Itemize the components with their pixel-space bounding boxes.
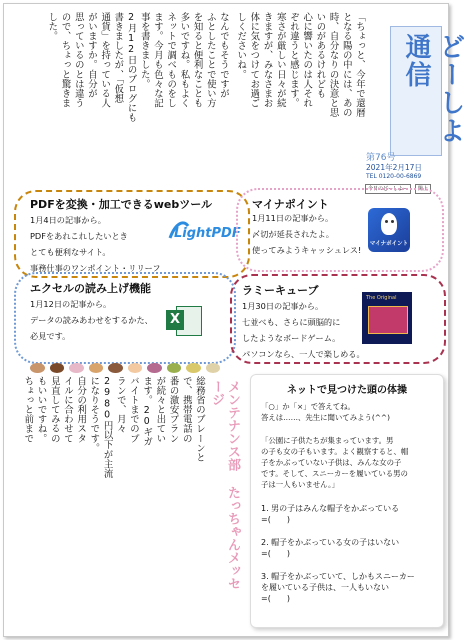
candy-bead-icon (108, 363, 123, 373)
article-line: 1月4日の記事から。 (30, 215, 106, 225)
bottom-col: ちょっと前まで (22, 376, 34, 444)
article-line: とても便利なサイト。 (30, 247, 111, 257)
quiz-problem-line: 子をかぶっていない子供は、みんな女の子 (261, 458, 402, 467)
issue-info (366, 154, 444, 181)
intro-col: いのがあるけれども (314, 12, 326, 99)
left-col: がいますか。自分が (85, 12, 97, 99)
quiz-problem-line: 「公園に子供たちが集まっています。男 (261, 436, 394, 445)
mynapoint-mascot-icon (368, 208, 410, 252)
bottom-col: バイトまでのプ (127, 376, 139, 444)
quiz-title: ネットで見つけた頭の体操 (287, 385, 407, 396)
intro-col: ぞれ違うと感じます。 (287, 12, 299, 108)
bottom-col: 2980円以下が主流 (101, 376, 113, 479)
article-line: PDFをあれこれしたいとき (30, 231, 128, 241)
question-text: を履いている子供は、一人もいない (261, 583, 389, 592)
question-text: 2. 帽子をかぶっている女の子はいない (261, 538, 400, 547)
bead-decoration-row (30, 361, 220, 375)
article-line: 七並べも、さらに頭脳的に (242, 317, 341, 327)
quiz-problem (261, 435, 437, 490)
intro-col: しくださいね。 (235, 12, 247, 80)
masthead-title-box (390, 26, 465, 156)
article-line: 必見です。 (30, 331, 71, 341)
answer-blank[interactable]: =( ) (261, 549, 290, 558)
quiz-intro-line: 「○」か「×」で答えてね。 (261, 402, 355, 411)
excel-icon-letter: X (166, 310, 184, 330)
quiz-problem-line: の子も女の子もいます。よく観察すると、帽 (261, 447, 409, 456)
quiz-problem-line: です。そして、スニーカーを履いている男の (261, 469, 408, 478)
left-col: なんでもそうですが (218, 12, 229, 99)
candy-bead-icon (89, 363, 104, 373)
article-title: ラミーキューブ (242, 284, 319, 297)
quiz-intro-line: 答えは……、先生に聞いてみよう(^^) (261, 413, 391, 422)
bottom-col: 総務省のブレーンと (194, 376, 205, 463)
article-line: データの読みあわせをするかた、 (30, 315, 153, 325)
article-line: パソコンなら、一人で楽しめる。 (242, 349, 365, 359)
article-line: 1月12日の記事から。 (30, 299, 112, 309)
maintenance-title-text: メンテナンス部 たっちゃんメッセージ (209, 380, 240, 590)
intro-col: となる陽の中には、あの (340, 12, 352, 118)
article-title: マイナポイント (252, 198, 329, 211)
candy-bead-icon (206, 363, 221, 373)
intro-col: 時、自分なりの決意と思 (327, 12, 339, 118)
candy-bead-icon (69, 363, 84, 373)
article-excel[interactable] (14, 272, 236, 364)
bottom-col: で、携帯電話の (180, 376, 192, 444)
left-col: 思っているのとは違う (72, 12, 84, 108)
left-text-block (10, 12, 230, 188)
bottom-col: 見直してみるの (48, 376, 60, 444)
issue-date: 2021年2月17日 (366, 163, 422, 172)
article-line: 1月30日の記事から。 (242, 301, 324, 311)
candy-bead-icon (30, 363, 45, 373)
left-col: した。 (46, 12, 58, 41)
bottom-col: イルに合わせて (61, 376, 73, 444)
quiz-problem-line: 子は一人もいません。」 (261, 480, 340, 489)
bottom-col: ます。20ギガ (141, 376, 153, 447)
left-col: ので、ちょっと驚きま (59, 12, 71, 108)
quiz-question-1[interactable] (261, 503, 437, 525)
article-rummikub[interactable] (230, 274, 446, 364)
rummikub-box-label: The Original (366, 295, 397, 301)
left-col: ふとしたことで使い方 (204, 12, 216, 108)
intro-col: きますが、みなさまお (261, 12, 273, 108)
article-title: PDFを変換・加工できるwebツール (30, 198, 212, 211)
article-body (30, 212, 180, 276)
quiz-intro (261, 401, 437, 423)
bottom-col: ランで、月々 (114, 376, 126, 434)
intro-col: 心に響いたのは人それ (301, 12, 313, 108)
candy-bead-icon (128, 363, 143, 373)
tag-author: 陽上 (415, 184, 431, 194)
rummikub-box-icon (362, 292, 412, 344)
article-title: エクセルの読み上げ機能 (30, 282, 151, 295)
left-col: ます。今月も色々な記 (151, 12, 163, 108)
left-col: を知ると便利なことも (191, 12, 203, 108)
left-col: 多いですね。私もよく (178, 12, 190, 108)
masthead-title: どーしよ通信 (401, 33, 465, 145)
bottom-left-text-block (10, 376, 206, 628)
tag-today: 今日のどーしよー (365, 184, 411, 194)
issue-number: 第76号 (366, 153, 396, 163)
article-body (30, 296, 180, 344)
lightpdf-logo-label: LightPDF (174, 226, 241, 241)
candy-bead-icon (186, 363, 201, 373)
article-line: 1月11日の記事から。 (252, 213, 334, 223)
article-body (252, 210, 382, 258)
answer-blank[interactable]: =( ) (261, 515, 290, 524)
intro-col: 体に気をつけてお過ご (248, 12, 260, 108)
left-col: 事を書きました。 (138, 12, 150, 89)
bottom-col: になりそうです。 (88, 376, 100, 453)
brain-teaser-box (250, 374, 444, 628)
bottom-col: 自分の利用スタ (75, 376, 87, 444)
bottom-col: もいいですね。 (35, 376, 47, 444)
quiz-question-3[interactable] (261, 571, 437, 604)
newsletter-page (3, 3, 465, 637)
quiz-question-2[interactable] (261, 537, 437, 559)
article-line: 〆切が延長されたよ。 (252, 229, 334, 239)
excel-icon (166, 304, 202, 336)
maintenance-message-title (208, 380, 248, 600)
left-col: 書きましたが、「仮想 (112, 12, 124, 104)
candy-bead-icon (167, 363, 182, 373)
bottom-col: が続々と出てい (154, 376, 166, 444)
lightpdf-logo-icon (166, 216, 241, 246)
article-pdf[interactable] (14, 190, 250, 278)
answer-blank[interactable]: =( ) (261, 594, 290, 603)
left-col: ネットで調べものをし (165, 12, 177, 108)
candy-bead-icon (50, 363, 65, 373)
question-text: 3. 帽子をかぶっていて、しかもスニーカー (261, 572, 415, 581)
left-col: 通貨」を持っている人 (99, 12, 111, 108)
bottom-col: 番の激安プラン (167, 376, 179, 444)
question-text: 1. 男の子はみんな帽子をかぶっている (261, 504, 400, 513)
article-mynapoint[interactable] (236, 188, 444, 272)
intro-text-block (232, 12, 366, 182)
left-col: 2月12日のブログにも (125, 12, 137, 123)
article-line: したようなボードゲーム。 (242, 333, 341, 343)
candy-bead-icon (147, 363, 162, 373)
article-line: 使ってみようキャッシュレス! (252, 245, 362, 255)
article-body (242, 298, 372, 362)
article-line: 事務仕事のワンポイント・リリーフ (30, 263, 161, 273)
issue-tel: TEL 0120-00-6869 (366, 173, 422, 180)
intro-col: 「ちょっと、今年で還暦 (354, 12, 365, 118)
mynapoint-label: マイナポイント (369, 241, 409, 247)
intro-col: 寒さが厳しい日々が続 (274, 12, 286, 108)
